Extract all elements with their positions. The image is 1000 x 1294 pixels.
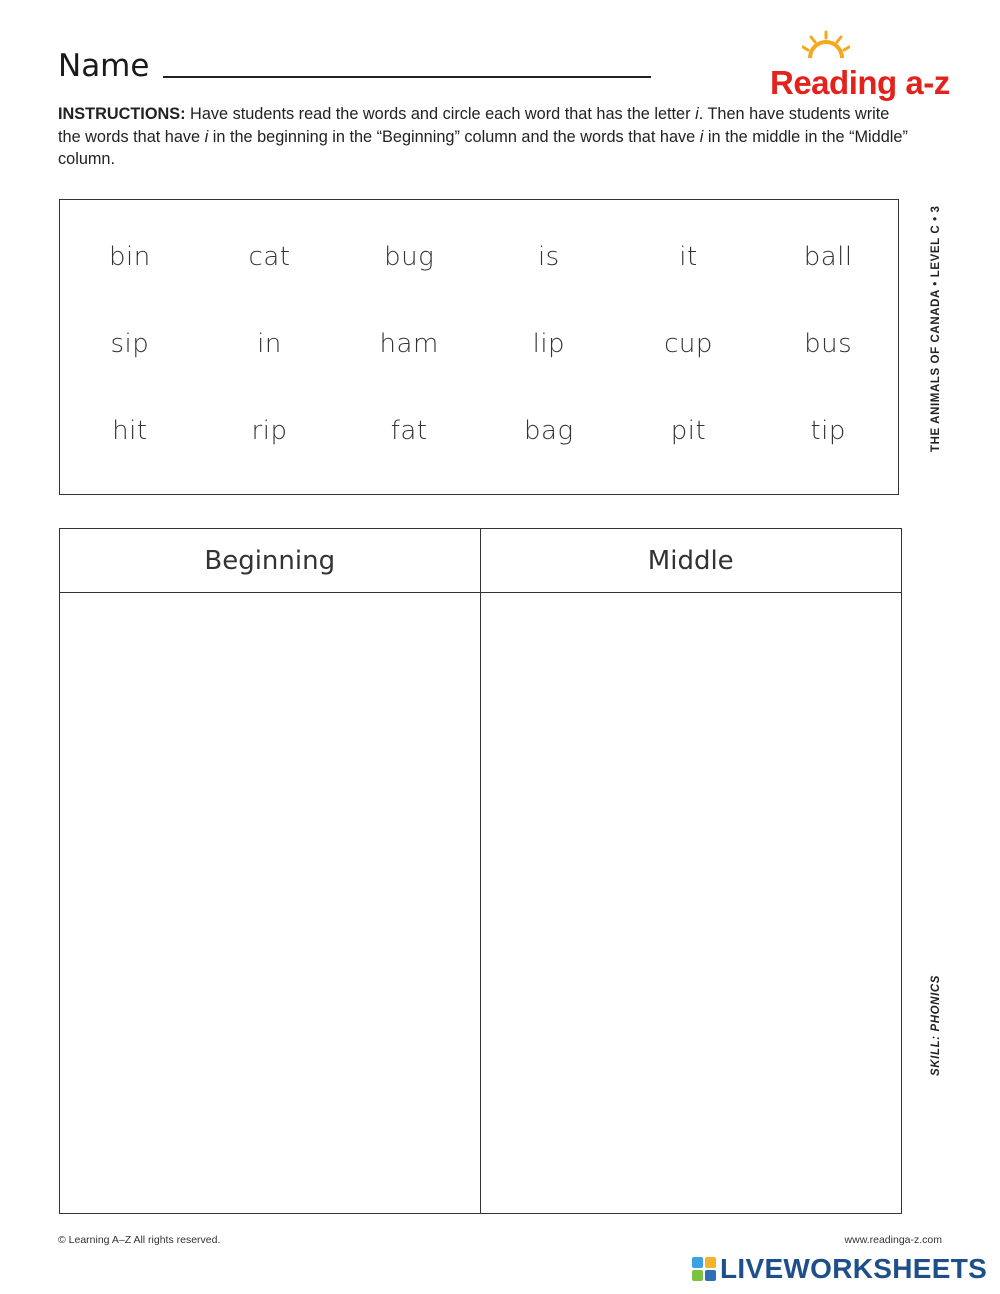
name-label: Name <box>58 48 150 84</box>
beginning-answer-area[interactable] <box>60 593 481 1213</box>
column-header-middle: Middle <box>481 529 902 593</box>
word-item[interactable]: cat <box>248 242 291 272</box>
word-bank <box>59 199 899 495</box>
word-item[interactable]: bag <box>524 416 574 446</box>
word-item[interactable]: hit <box>112 416 148 446</box>
copyright: © Learning A–Z All rights reserved. <box>58 1234 221 1246</box>
word-item[interactable]: tip <box>810 416 846 446</box>
skill-label: SKILL: PHONICS <box>930 974 942 1076</box>
column-header-beginning: Beginning <box>60 529 481 593</box>
name-field[interactable] <box>163 76 651 78</box>
instructions-letter-1: i <box>695 105 699 123</box>
word-item[interactable]: in <box>257 329 282 359</box>
logo-text: Reading a-z <box>770 64 950 101</box>
word-item[interactable]: bus <box>804 329 853 359</box>
liveworksheets-text: LIVEWORKSHEETS <box>720 1253 988 1284</box>
liveworksheets-brand <box>692 1253 987 1285</box>
instructions-text-3: in the beginning in the “Beginning” column and the words that have <box>208 127 700 146</box>
name-row <box>58 46 651 86</box>
word-item[interactable]: ham <box>379 329 439 359</box>
word-item[interactable]: fat <box>390 416 428 446</box>
instructions-text-2: . Then have students write the words that have <box>58 105 890 146</box>
word-item[interactable]: sip <box>110 329 150 359</box>
middle-answer-area[interactable] <box>481 593 902 1213</box>
word-item[interactable]: cup <box>664 329 713 359</box>
word-item[interactable]: lip <box>532 329 566 359</box>
word-grid <box>60 222 898 483</box>
instructions-text-1: Have students read the words and circle each word that has the letter <box>185 105 696 123</box>
word-item[interactable]: rip <box>251 416 288 446</box>
instructions-letter-2: i <box>204 127 209 146</box>
word-item[interactable]: it <box>679 242 698 272</box>
book-level-label: THE ANIMALS OF CANADA • LEVEL C • 3 <box>930 205 942 452</box>
instructions-text-4: in the middle in the “Middle” column. <box>58 127 908 168</box>
word-item[interactable]: bin <box>108 242 151 272</box>
word-item[interactable]: bug <box>384 242 435 272</box>
instructions-letter-3: i <box>699 127 704 146</box>
instructions <box>58 103 908 171</box>
word-item[interactable]: pit <box>670 416 707 446</box>
reading-az-logo <box>770 30 950 101</box>
instructions-lead: INSTRUCTIONS: <box>58 105 186 123</box>
sort-table <box>59 528 902 1214</box>
liveworksheets-icon <box>692 1257 716 1281</box>
footer-url: www.readinga-z.com <box>844 1234 942 1246</box>
word-item[interactable]: is <box>537 242 560 272</box>
word-item[interactable]: ball <box>803 242 853 272</box>
